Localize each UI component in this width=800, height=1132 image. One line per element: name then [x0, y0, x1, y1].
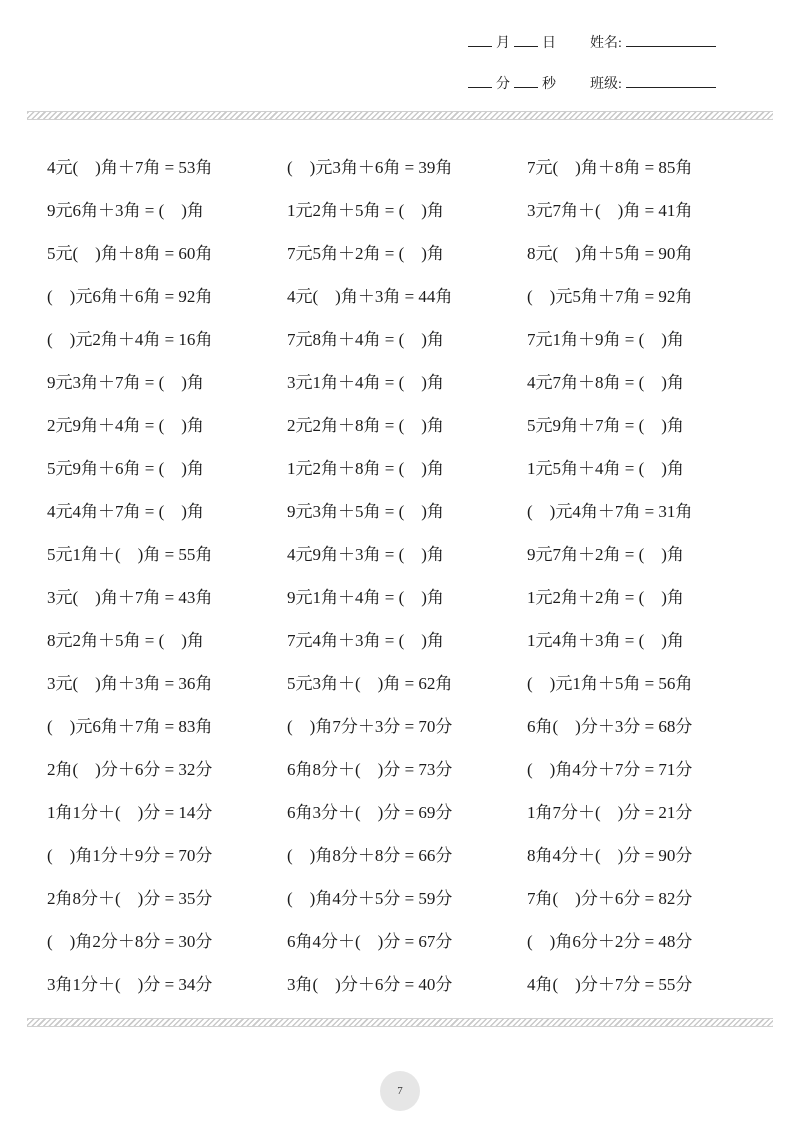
problem-item: 9元3角＋5角 = ( )角 [287, 502, 444, 521]
problem-item: 7角( )分＋6分 = 82分 [527, 889, 693, 908]
problem-item: 7元8角＋4角 = ( )角 [287, 330, 444, 349]
problem-row [47, 318, 767, 361]
name-label: 姓名: [590, 36, 622, 51]
worksheet-header [0, 0, 800, 110]
problem-item: 3元1角＋4角 = ( )角 [287, 373, 444, 392]
problem-item: ( )元3角＋6角 = 39角 [287, 158, 453, 177]
problem-item: 1元4角＋3角 = ( )角 [527, 631, 684, 650]
problem-row [47, 447, 767, 490]
problem-item: 2元2角＋8角 = ( )角 [287, 416, 444, 435]
month-blank[interactable] [468, 32, 492, 47]
problem-item: 8角4分＋( )分 = 90分 [527, 846, 693, 865]
problem-item: 5元9角＋6角 = ( )角 [47, 459, 204, 478]
problem-item: 3元7角＋( )角 = 41角 [527, 201, 693, 220]
second-label: 秒 [542, 77, 556, 92]
problem-item: ( )角1分＋9分 = 70分 [47, 846, 213, 865]
problem-row [47, 920, 767, 963]
month-label: 月 [496, 36, 510, 51]
problem-item: 5元3角＋( )角 = 62角 [287, 674, 453, 693]
problem-item: 2角( )分＋6分 = 32分 [47, 760, 213, 779]
problem-item: 8元2角＋5角 = ( )角 [47, 631, 204, 650]
problem-item: ( )元1角＋5角 = 56角 [527, 674, 693, 693]
problem-row [47, 791, 767, 834]
problem-item: 1元5角＋4角 = ( )角 [527, 459, 684, 478]
problem-item: 5元9角＋7角 = ( )角 [527, 416, 684, 435]
problem-row [47, 189, 767, 232]
problem-row [47, 576, 767, 619]
problem-item: 1元2角＋2角 = ( )角 [527, 588, 684, 607]
problem-row [47, 146, 767, 189]
problem-item: 7元4角＋3角 = ( )角 [287, 631, 444, 650]
page-number-badge: 7 [380, 1071, 420, 1111]
problem-row [47, 619, 767, 662]
class-label: 班级: [590, 77, 622, 92]
problem-row [47, 963, 767, 1006]
problem-item: 2角8分＋( )分 = 35分 [47, 889, 213, 908]
day-blank[interactable] [514, 32, 538, 47]
problem-item: 9元3角＋7角 = ( )角 [47, 373, 204, 392]
problem-item: 1角7分＋( )分 = 21分 [527, 803, 693, 822]
problem-item: 4元( )角＋3角 = 44角 [287, 287, 453, 306]
problem-item: 9元6角＋3角 = ( )角 [47, 201, 204, 220]
problem-item: 4元9角＋3角 = ( )角 [287, 545, 444, 564]
problem-item: 1元2角＋5角 = ( )角 [287, 201, 444, 220]
minute-blank[interactable] [468, 73, 492, 88]
problem-item: 6角8分＋( )分 = 73分 [287, 760, 453, 779]
problem-item: 3元( )角＋3角 = 36角 [47, 674, 213, 693]
problem-item: 1元2角＋8角 = ( )角 [287, 459, 444, 478]
problem-item: 7元1角＋9角 = ( )角 [527, 330, 684, 349]
problem-row [47, 877, 767, 920]
problem-item: 6角( )分＋3分 = 68分 [527, 717, 693, 736]
name-blank[interactable] [626, 32, 716, 47]
problem-item: 2元9角＋4角 = ( )角 [47, 416, 204, 435]
problem-item: ( )角6分＋2分 = 48分 [527, 932, 693, 951]
problem-item: 7元( )角＋8角 = 85角 [527, 158, 693, 177]
problem-row [47, 404, 767, 447]
problem-row [47, 748, 767, 791]
problem-item: 5元1角＋( )角 = 55角 [47, 545, 213, 564]
problem-item: 7元5角＋2角 = ( )角 [287, 244, 444, 263]
problem-item: ( )角8分＋8分 = 66分 [287, 846, 453, 865]
problem-item: ( )元5角＋7角 = 92角 [527, 287, 693, 306]
date-name-row [468, 32, 716, 52]
day-label: 日 [542, 36, 556, 51]
problem-item: 6角3分＋( )分 = 69分 [287, 803, 453, 822]
problem-item: 6角4分＋( )分 = 67分 [287, 932, 453, 951]
problem-item: ( )元4角＋7角 = 31角 [527, 502, 693, 521]
problem-item: 9元7角＋2角 = ( )角 [527, 545, 684, 564]
problem-item: ( )角4分＋7分 = 71分 [527, 760, 693, 779]
minute-label: 分 [496, 77, 510, 92]
second-blank[interactable] [514, 73, 538, 88]
problem-item: ( )元6角＋7角 = 83角 [47, 717, 213, 736]
problem-item: ( )元6角＋6角 = 92角 [47, 287, 213, 306]
problem-item: ( )角4分＋5分 = 59分 [287, 889, 453, 908]
problem-item: 4元4角＋7角 = ( )角 [47, 502, 204, 521]
time-class-row [468, 73, 716, 93]
problem-row [47, 275, 767, 318]
problem-item: ( )角2分＋8分 = 30分 [47, 932, 213, 951]
problem-row [47, 361, 767, 404]
problem-item: ( )角7分＋3分 = 70分 [287, 717, 453, 736]
problem-item: 3角1分＋( )分 = 34分 [47, 975, 213, 994]
problem-item: 3元( )角＋7角 = 43角 [47, 588, 213, 607]
bottom-hatched-divider [27, 1018, 773, 1027]
problem-row [47, 533, 767, 576]
problem-item: 9元1角＋4角 = ( )角 [287, 588, 444, 607]
problem-row [47, 232, 767, 275]
problem-item: 8元( )角＋5角 = 90角 [527, 244, 693, 263]
problem-row [47, 490, 767, 533]
problem-item: 1角1分＋( )分 = 14分 [47, 803, 213, 822]
problem-item: 4元7角＋8角 = ( )角 [527, 373, 684, 392]
problem-item: 5元( )角＋8角 = 60角 [47, 244, 213, 263]
class-blank[interactable] [626, 73, 716, 88]
problem-row [47, 662, 767, 705]
problem-item: 3角( )分＋6分 = 40分 [287, 975, 453, 994]
top-hatched-divider [27, 111, 773, 120]
problem-grid [47, 146, 767, 1006]
problem-item: ( )元2角＋4角 = 16角 [47, 330, 213, 349]
problem-item: 4角( )分＋7分 = 55分 [527, 975, 693, 994]
problem-item: 4元( )角＋7角 = 53角 [47, 158, 213, 177]
problem-row [47, 834, 767, 877]
problem-row [47, 705, 767, 748]
